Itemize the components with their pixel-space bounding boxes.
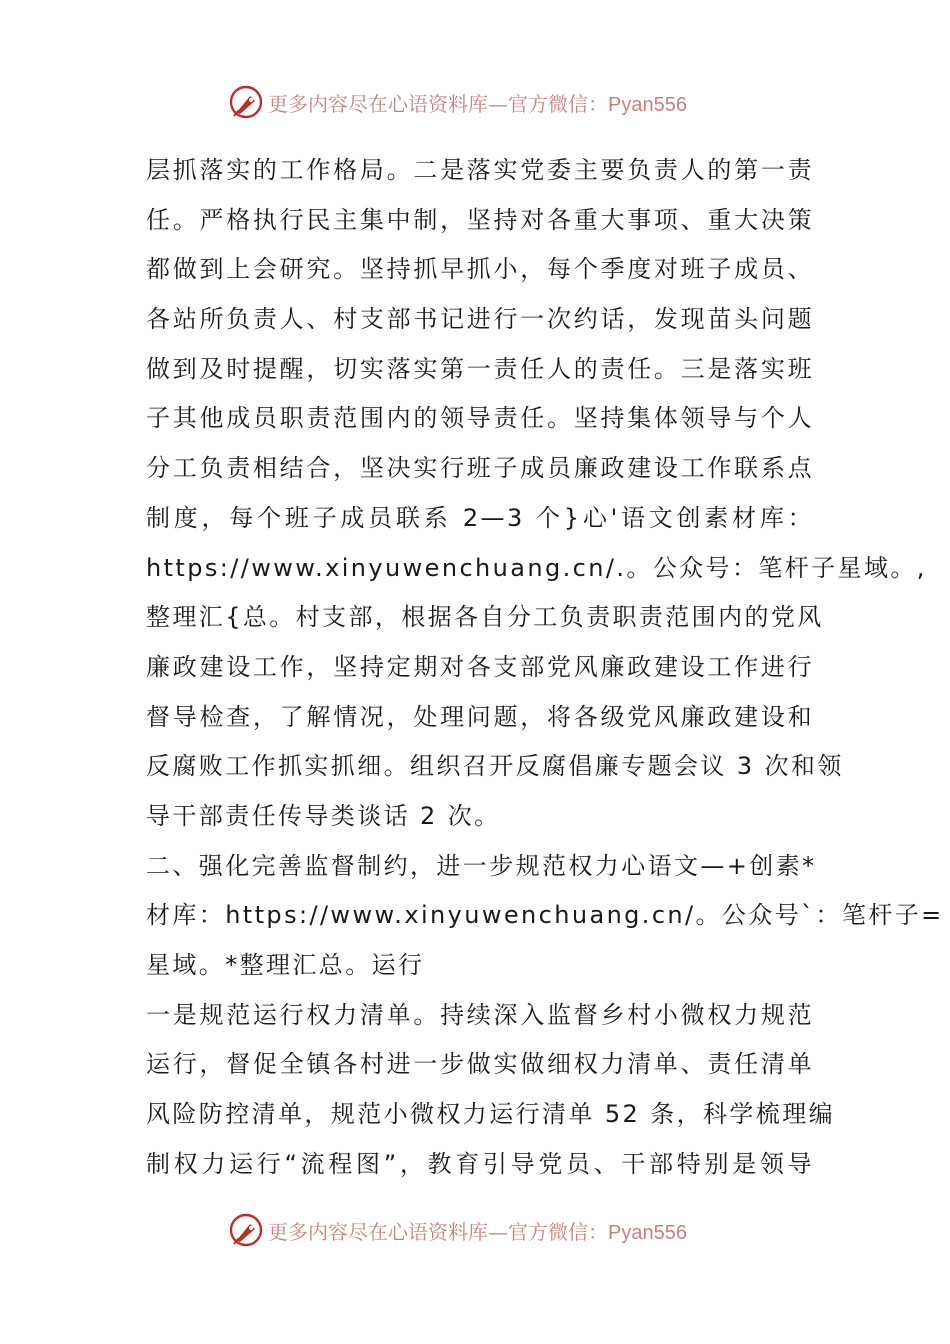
text-line: 做到及时提醒，切实落实第一责任人的责任。三是落实班 <box>146 354 814 383</box>
text-line: 风险防控清单，规范小微权力运行清单 52 条，科学梳理编 <box>146 1100 835 1129</box>
header-brand-text: 更多内容尽在心语资料库—官方微信：Pyan556 <box>268 91 687 116</box>
document-body <box>146 146 944 1189</box>
section-heading-line: 二、强化完善监督制约，进一步规范权力心语文—+创素* <box>146 851 817 880</box>
text-line: 运行，督促全镇各村进一步做实做细权力清单、责任清单 <box>146 1050 814 1079</box>
text-line: 反腐败工作抓实抓细。组织召开反腐倡廉专题会议 3 次和领 <box>146 752 844 781</box>
text-line: https://www.xinyuwenchuang.cn/.。公众号：笔杆子星域。, <box>146 553 927 582</box>
footer-wechat-id: Pyan556 <box>608 1221 687 1244</box>
section-heading-line: 星域。*整理汇总。运行 <box>146 951 425 979</box>
header-wechat-id: Pyan556 <box>608 93 687 116</box>
pen-nib-logo-icon <box>228 84 264 120</box>
section-heading-line: 材库：https://www.xinyuwenchuang.cn/。公众号`：笔杆子= <box>146 901 944 930</box>
text-line: 制权力运行“流程图”，教育引导党员、干部特别是领导 <box>146 1149 814 1178</box>
text-line: 各站所负责人、村支部书记进行一次约话，发现苗头问题 <box>146 305 814 334</box>
text-line: 廉政建设工作，坚持定期对各支部党风廉政建设工作进行 <box>146 652 814 681</box>
text-line: 整理汇{总。村支部，根据各自分工负责职责范围内的党风 <box>146 603 824 632</box>
footer-banner <box>228 1210 728 1250</box>
text-line: 任。严格执行民主集中制，坚持对各重大事项、重大决策 <box>146 205 814 234</box>
pen-nib-logo-icon <box>228 1212 264 1248</box>
footer-brand-text: 更多内容尽在心语资料库—官方微信：Pyan556 <box>268 1219 687 1244</box>
text-line: 一是规范运行权力清单。持续深入监督乡村小微权力规范 <box>146 1000 814 1029</box>
text-line: 层抓落实的工作格局。二是落实党委主要负责人的第一责 <box>146 156 814 184</box>
text-line: 分工负责相结合，坚决实行班子成员廉政建设工作联系点 <box>146 454 814 483</box>
text-line: 制度，每个班子成员联系 2—3 个}心'语文创素材库： <box>146 503 814 532</box>
text-line: 导干部责任传导类谈话 2 次。 <box>146 801 501 830</box>
text-line: 都做到上会研究。坚持抓早抓小，每个季度对班子成员、 <box>146 255 814 284</box>
text-line: 督导检查，了解情况，处理问题，将各级党风廉政建设和 <box>146 702 814 731</box>
text-line: 子其他成员职责范围内的领导责任。坚持集体领导与个人 <box>146 404 814 433</box>
header-banner <box>228 82 728 122</box>
